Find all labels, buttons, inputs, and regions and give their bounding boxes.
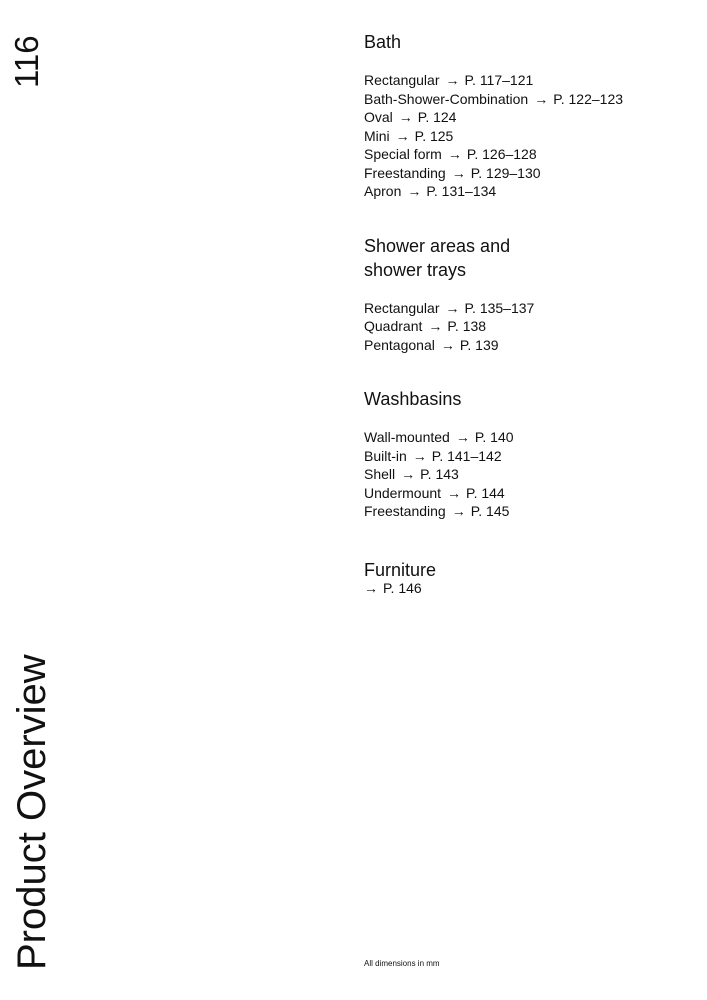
index-entry[interactable] [364, 336, 694, 355]
arrow-right-icon: → [447, 146, 462, 162]
entry-page-ref: P. 125 [414, 127, 454, 144]
section-title-line: shower trays [364, 259, 467, 280]
entry-label: Shell [364, 466, 396, 482]
entry-page-ref: P. 124 [417, 109, 457, 125]
entry-page-ref: P. 146 [383, 579, 422, 596]
index-entry[interactable] [364, 71, 694, 90]
entry-label: Apron [364, 183, 402, 199]
entry-label: Freestanding [364, 164, 446, 181]
arrow-right-icon: → [364, 579, 378, 596]
index-entry[interactable] [364, 164, 694, 183]
entry-page-ref: P. 122–123 [553, 90, 624, 107]
entry-page-ref: P. 135–137 [464, 299, 535, 316]
entry-label: Oval [364, 109, 393, 125]
index-entry[interactable] [364, 108, 694, 127]
arrow-right-icon: → [451, 164, 466, 181]
arrow-right-icon: → [395, 127, 410, 144]
index-entry[interactable] [364, 465, 694, 484]
index-entry[interactable] [364, 579, 694, 598]
section-shower [364, 234, 694, 355]
footnote: All dimensions in mm [364, 959, 440, 968]
entry-page-ref: P. 129–130 [470, 164, 541, 181]
entry-label: Rectangular [364, 72, 440, 88]
entry-label: Mini [364, 127, 390, 144]
index-entry[interactable] [364, 484, 694, 503]
index-entry[interactable] [364, 317, 694, 336]
entry-page-ref: P. 141–142 [431, 447, 502, 464]
page-number: 116 [8, 35, 45, 88]
section-title-furniture: Furniture [364, 559, 437, 580]
product-index [364, 30, 694, 597]
arrow-right-icon: → [412, 447, 427, 464]
entry-page-ref: P. 140 [474, 429, 514, 445]
arrow-right-icon: → [445, 299, 460, 316]
section-entries [364, 428, 694, 521]
arrow-right-icon: → [534, 90, 549, 107]
index-entry[interactable] [364, 182, 694, 201]
section-entries [364, 71, 694, 201]
entry-label: Built-in [364, 447, 407, 464]
entry-label: Pentagonal [364, 336, 435, 353]
section-title-bath: Bath [364, 32, 402, 52]
entry-label: Quadrant [364, 318, 423, 334]
arrow-right-icon: → [451, 503, 466, 519]
index-entry[interactable] [364, 145, 694, 164]
section-entries [364, 579, 694, 598]
entry-page-ref: P. 131–134 [426, 183, 497, 199]
arrow-right-icon: → [455, 429, 470, 445]
section-entries [364, 299, 694, 355]
index-entry[interactable] [364, 447, 694, 466]
entry-page-ref: P. 117–121 [464, 72, 534, 88]
entry-label: Rectangular [364, 299, 440, 316]
entry-page-ref: P. 139 [459, 336, 499, 353]
page-title: Product Overview [10, 654, 54, 970]
entry-label: Undermount [364, 484, 442, 501]
index-entry[interactable] [364, 299, 694, 318]
entry-label: Freestanding [364, 503, 446, 519]
index-entry[interactable] [364, 90, 694, 109]
arrow-right-icon: → [447, 484, 462, 501]
arrow-right-icon: → [428, 318, 443, 334]
entry-page-ref: P. 144 [466, 484, 505, 501]
entry-label: Bath-Shower-Combination [364, 90, 529, 107]
arrow-right-icon: → [445, 72, 460, 88]
arrow-right-icon: → [440, 336, 455, 353]
section-bath [364, 30, 694, 201]
entry-page-ref: P. 138 [447, 318, 487, 334]
entry-page-ref: P. 126–128 [466, 146, 537, 162]
entry-label: Wall-mounted [364, 429, 450, 445]
section-title-shower [364, 234, 694, 282]
section-washbasins [364, 387, 694, 521]
section-title-line: Shower areas and [364, 235, 511, 256]
arrow-right-icon: → [401, 466, 416, 482]
index-entry[interactable] [364, 502, 694, 521]
section-title-washbasins: Washbasins [364, 389, 462, 409]
arrow-right-icon: → [407, 183, 422, 199]
index-entry[interactable] [364, 428, 694, 447]
index-entry[interactable] [364, 127, 694, 146]
section-furniture [364, 558, 694, 598]
entry-label: Special form [364, 146, 442, 162]
entry-page-ref: P. 145 [470, 503, 510, 519]
arrow-right-icon: → [398, 109, 413, 125]
entry-page-ref: P. 143 [420, 466, 459, 482]
